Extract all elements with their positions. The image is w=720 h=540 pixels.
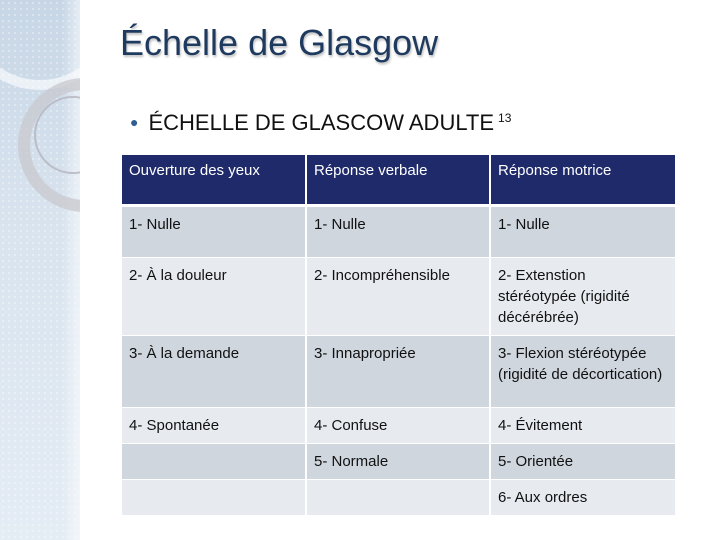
glasgow-table [122,155,675,516]
table-row [122,335,675,407]
table-cell: 6- Aux ordres [490,479,675,515]
table-row [122,407,675,443]
table-row [122,443,675,479]
table-row [122,205,675,257]
table-cell: 1- Nulle [122,205,306,257]
table-cell: 2- Extenstion stéréotypée (rigidité décérébrée) [490,257,675,335]
table-cell: 5- Orientée [490,443,675,479]
table-cell: 2- À la douleur [122,257,306,335]
header-verbal: Réponse verbale [306,155,490,205]
decorative-sidebar [0,0,80,540]
table-cell [306,479,490,515]
table-cell: 4- Spontanée [122,407,306,443]
bullet-item [130,110,511,136]
table-cell: 4- Évitement [490,407,675,443]
bullet-dot-icon: ● [130,114,139,130]
header-eyes: Ouverture des yeux [122,155,306,205]
table-cell [122,479,306,515]
table-cell: 1- Nulle [490,205,675,257]
table-cell: 2- Incompréhensible [306,257,490,335]
table-header-row [122,155,675,205]
table-cell: 1- Nulle [306,205,490,257]
slide-title: Échelle de Glasgow [120,22,439,63]
bullet-superscript: 13 [498,110,512,125]
table-cell: 5- Normale [306,443,490,479]
table-cell: 3- Flexion stéréotypée (rigidité de décortication) [490,335,675,407]
table-cell: 3- À la demande [122,335,306,407]
table-row [122,257,675,335]
bullet-text: ÉCHELLE DE GLASCOW ADULTE [148,110,495,135]
table-cell [122,443,306,479]
table-cell: 4- Confuse [306,407,490,443]
decorative-ring-top [0,0,80,90]
table-row [122,479,675,515]
table-cell: 3- Innapropriée [306,335,490,407]
header-motor: Réponse motrice [490,155,675,205]
